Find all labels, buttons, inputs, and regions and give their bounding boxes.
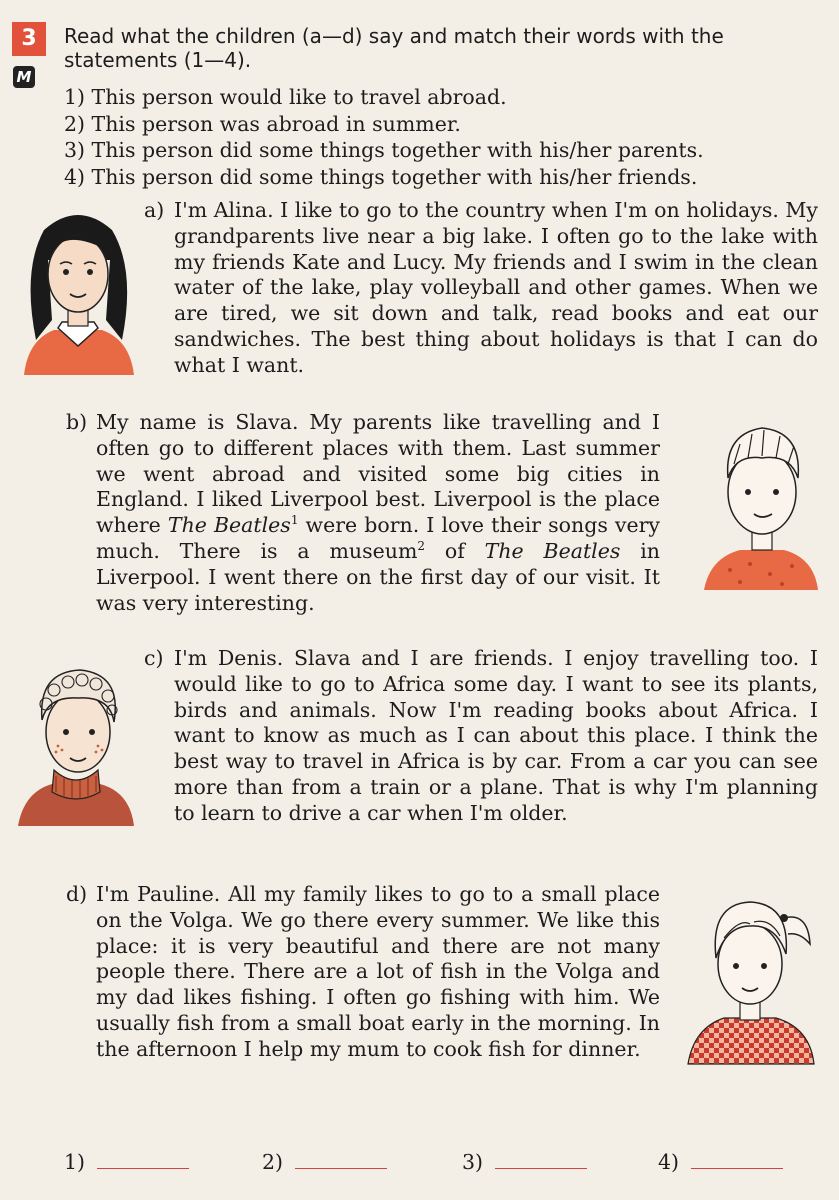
alina-illustration-icon xyxy=(14,200,142,378)
statements-list xyxy=(64,84,824,190)
text-b-slava xyxy=(66,410,660,616)
text-b-part4: in Liverpool. I went there on the first day of our visit. It was very interesting. xyxy=(96,538,660,615)
text-c-denis xyxy=(144,646,818,827)
statement-3: 3) This person did some things together with his/her parents. xyxy=(64,138,704,162)
m-mark-icon: M xyxy=(13,66,35,88)
answer-blanks xyxy=(64,1148,824,1178)
text-b-part3: of xyxy=(425,538,485,563)
text-a-alina xyxy=(144,198,818,379)
denis-illustration-icon xyxy=(14,660,138,828)
text-d-body: I'm Pauline. All my family likes to go to a small place on the Volga. We go there every summer. We like this place: it is very beautiful and there are not many people there. There are a lot of fish in the Volga and my dad likes fishing. I often go fishing with him. We usually fish from a small boat early in the morning. In the afternoon I help my mum to cook fish for dinner. xyxy=(96,882,660,1061)
pauline-illustration-icon xyxy=(684,888,818,1066)
exercise-instruction: Read what the children (a—d) say and match their words with the statements (1—4). xyxy=(64,24,724,72)
answer-1[interactable] xyxy=(64,1148,189,1175)
answer-4-label: 4) xyxy=(658,1150,680,1174)
statement-4: 4) This person did some things together with his/her friends. xyxy=(64,164,698,189)
answer-1-blank[interactable] xyxy=(97,1148,189,1169)
answer-4-blank[interactable] xyxy=(691,1148,783,1169)
answer-2[interactable] xyxy=(262,1148,387,1175)
text-b-part1: My name is Slava. My parents like travelling and I often go to different places with them. Last summer we went abroad and visited some big cities in England. I liked Liverpool best. Liverpool is the place where xyxy=(96,410,660,538)
answer-2-label: 2) xyxy=(262,1150,284,1174)
answer-4[interactable] xyxy=(658,1148,783,1175)
text-b-beatles-2: The Beatles xyxy=(484,538,621,563)
text-a-label: a) xyxy=(144,198,165,222)
text-d-pauline xyxy=(66,882,660,1063)
slava-illustration-icon xyxy=(700,414,822,592)
text-c-label: c) xyxy=(144,646,164,670)
answer-2-blank[interactable] xyxy=(295,1148,387,1169)
answer-3-label: 3) xyxy=(462,1150,484,1174)
text-b-part2: were born. I love their songs very much. There is a museum xyxy=(96,513,660,563)
exercise-number-badge: 3 xyxy=(12,22,46,56)
text-b-beatles-1: The Beatles xyxy=(167,513,291,538)
statement-2: 2) This person was abroad in summer. xyxy=(64,111,461,136)
text-d-label: d) xyxy=(66,882,88,906)
text-c-body: I'm Denis. Slava and I are friends. I enjoy travelling too. I would like to go to Africa some day. I want to see its plants, birds and animals. Now I'm reading books about Africa. I want to know as much as I can about this place. I think the best way to travel in Africa is by car. From a car you can see more than from a train or a plane. That is why I'm planning to learn to drive a car when I'm older. xyxy=(174,646,818,825)
footnote-1: 1 xyxy=(290,513,299,528)
statement-1: 1) This person would like to travel abroad. xyxy=(64,85,507,109)
footnote-2: 2 xyxy=(417,539,426,554)
answer-3[interactable] xyxy=(462,1148,587,1175)
answer-3-blank[interactable] xyxy=(495,1148,587,1169)
answer-1-label: 1) xyxy=(64,1150,86,1174)
text-a-body: I'm Alina. I like to go to the country when I'm on holidays. My grandparents live near a big lake. I often go to the lake with my friends Kate and Lucy. My friends and I swim in the clean water of the lake, play volleyball and other games. When we are tired, we sit down and talk, read books and eat our sandwiches. The best thing about holidays is that I can do what I want. xyxy=(174,198,818,377)
text-b-label: b) xyxy=(66,410,88,434)
